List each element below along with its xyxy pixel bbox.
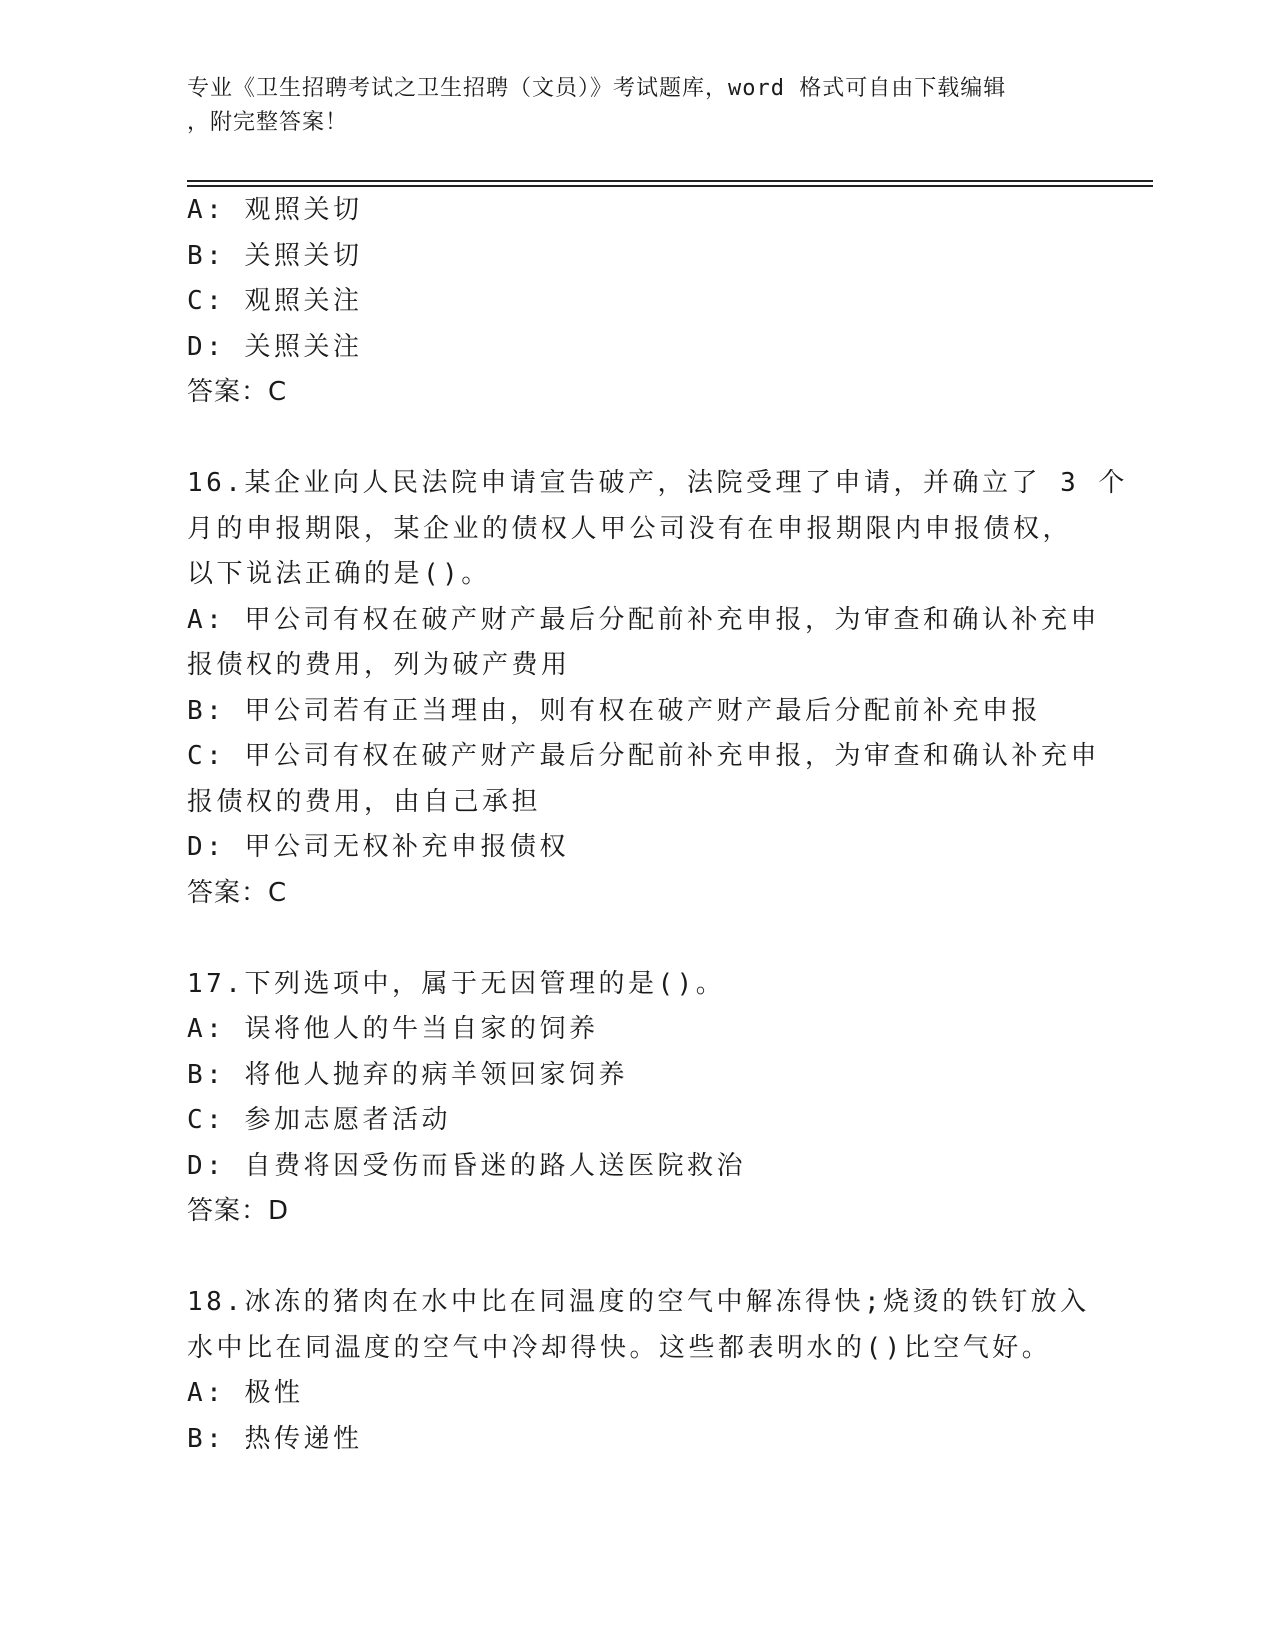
option-c: C: 甲公司有权在破产财产最后分配前补充申报，为审查和确认补充申 <box>187 741 1100 771</box>
question-18 <box>187 1280 1090 1462</box>
option-b: B: 热传递性 <box>187 1423 363 1454</box>
option-a-continued: 报债权的费用，列为破产费用 <box>187 650 571 680</box>
question-stem: 月的申报期限，某企业的债权人甲公司没有在申报期限内申报债权， <box>187 513 1073 544</box>
option-a: A: 甲公司有权在破产财产最后分配前补充申报，为审查和确认补充申 <box>187 604 1100 635</box>
header-divider-top <box>187 180 1153 182</box>
header-divider-bottom <box>187 185 1153 187</box>
question-stem: 17.下列选项中，属于无因管理的是()。 <box>187 968 726 999</box>
option-c: C: 参加志愿者活动 <box>187 1105 451 1135</box>
option-d: D: 关照关注 <box>187 331 363 362</box>
question-stem: 18.冰冻的猪肉在水中比在同温度的空气中解冻得快;烧烫的铁钉放入 <box>187 1287 1090 1317</box>
question-16 <box>187 461 1128 916</box>
spacer <box>187 416 1087 462</box>
option-b: B: 将他人抛弃的病羊领回家饲养 <box>187 1059 628 1090</box>
option-b: B: 关照关切 <box>187 240 363 271</box>
question-stem: 水中比在同温度的空气中冷却得快。这些都表明水的()比空气好。 <box>187 1332 1052 1363</box>
header-line-2: ，附完整答案！ <box>187 110 349 135</box>
option-d: D: 甲公司无权补充申报债权 <box>187 832 569 862</box>
question-stem: 16.某企业向人民法院申请宣告破产，法院受理了申请，并确立了 3 个 <box>187 468 1128 498</box>
answer: 答案：C <box>187 877 288 908</box>
option-a: A: 极性 <box>187 1378 304 1408</box>
document-header <box>187 72 1067 140</box>
header-line-1: 专业《卫生招聘考试之卫生招聘（文员）》考试题库，word 格式可自由下载编辑 <box>187 76 1007 101</box>
question-15 <box>187 188 1087 416</box>
option-d: D: 自费将因受伤而昏迷的路人送医院救治 <box>187 1150 746 1181</box>
answer: 答案：D <box>187 1196 290 1226</box>
option-c-continued: 报债权的费用，由自己承担 <box>187 786 542 817</box>
option-a: A: 误将他人的牛当自家的饲养 <box>187 1014 599 1044</box>
option-a: A: 观照关切 <box>187 195 363 225</box>
spacer <box>187 916 1087 962</box>
question-list <box>187 188 1128 1462</box>
answer: 答案：C <box>187 377 288 407</box>
spacer <box>187 1235 1087 1281</box>
question-17 <box>187 962 1087 1235</box>
question-stem: 以下说法正确的是()。 <box>187 559 491 589</box>
option-c: C: 观照关注 <box>187 286 363 316</box>
option-b: B: 甲公司若有正当理由，则有权在破产财产最后分配前补充申报 <box>187 695 1041 726</box>
